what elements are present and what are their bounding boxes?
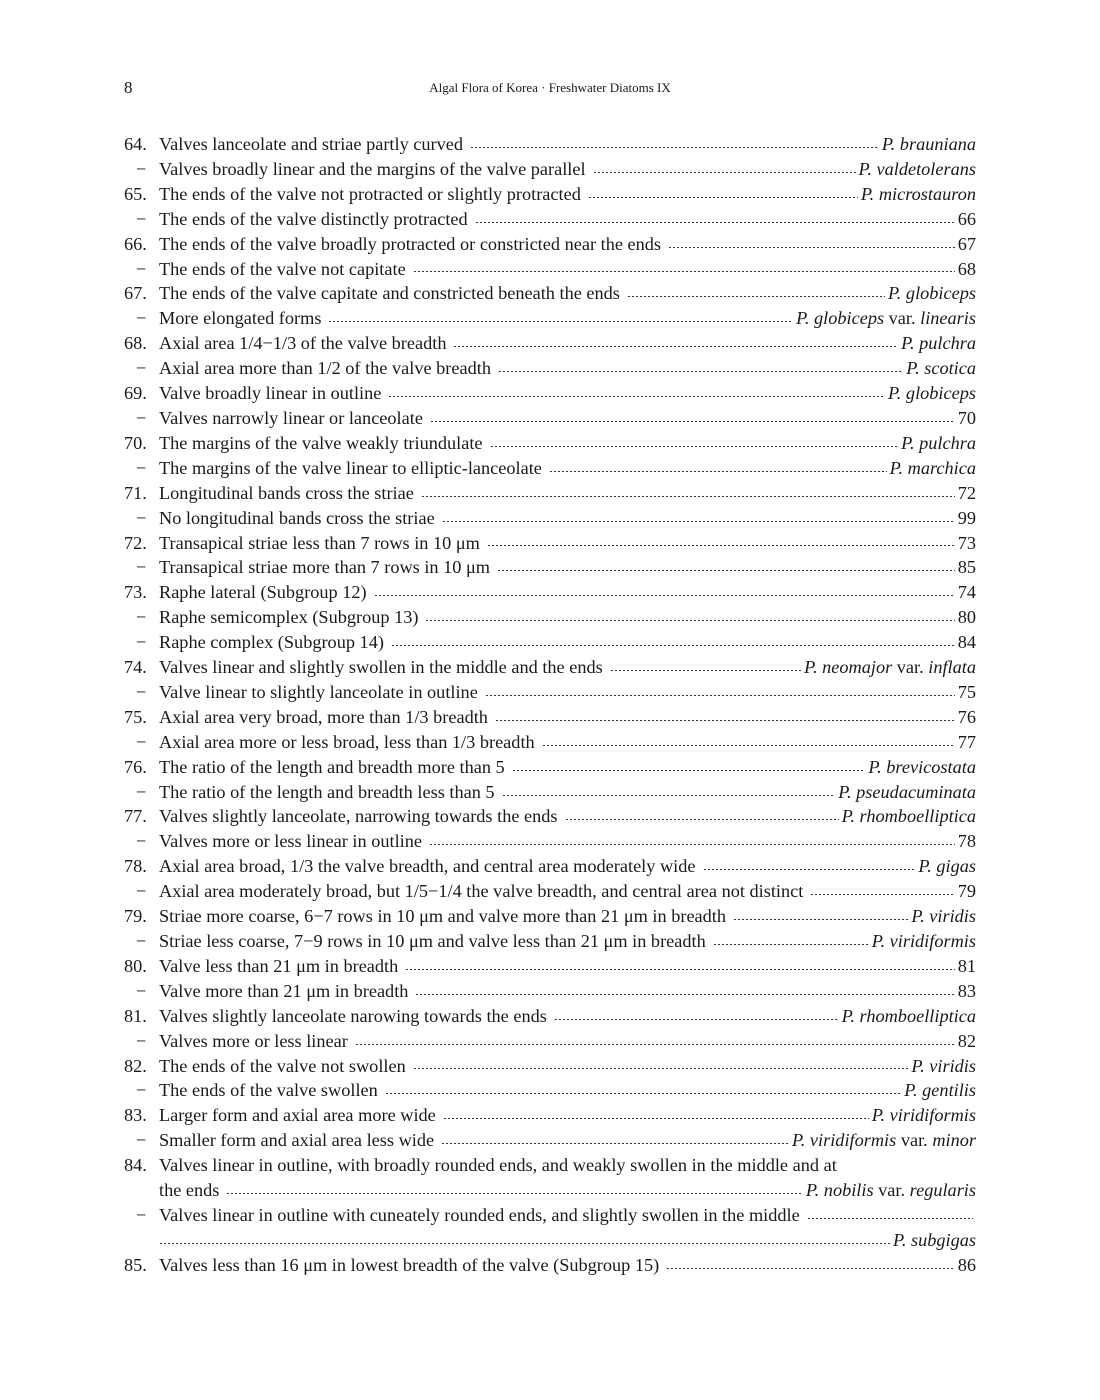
dot-leader <box>385 1093 901 1094</box>
key-entry <box>124 954 976 979</box>
result-taxon: 81 <box>957 955 976 976</box>
entry-result <box>958 406 976 431</box>
entry-description: The ends of the valve not protracted or slightly protracted <box>159 183 581 204</box>
entry-description: Valves slightly lanceolate, narrowing towards the ends <box>159 806 558 827</box>
key-entry <box>124 232 976 257</box>
entry-description: Axial area broad, 1/3 the valve breadth, and central area moderately wide <box>159 856 696 877</box>
result-taxon: P. valdetolerans <box>858 158 976 179</box>
entry-result <box>958 829 976 854</box>
entry-description: Axial area very broad, more than 1/3 breadth <box>159 706 488 727</box>
key-entry <box>124 755 976 780</box>
entry-number: 77. <box>124 806 147 827</box>
entry-description: Axial area more than 1/2 of the valve breadth <box>159 358 491 379</box>
entry-number: 85. <box>124 1254 147 1275</box>
key-entry <box>124 705 976 730</box>
result-taxon: P. rhomboelliptica <box>841 1005 976 1026</box>
entry-number: 66. <box>124 233 147 254</box>
entry-description: The ends of the valve distinctly protracted <box>159 208 468 229</box>
key-entry <box>124 780 976 805</box>
entry-result <box>842 804 976 829</box>
result-taxon: P. viridis <box>911 906 976 927</box>
result-taxon: P. nobilis <box>805 1180 874 1201</box>
result-rank: var. <box>884 308 921 329</box>
entry-description: Axial area more or less broad, less than 1/3 breadth <box>159 731 535 752</box>
key-entry <box>124 1153 976 1203</box>
result-taxon: 82 <box>957 1030 976 1051</box>
entry-number: 76. <box>124 756 147 777</box>
result-taxon: 78 <box>957 831 976 852</box>
dot-leader <box>413 1068 909 1069</box>
key-entry <box>124 879 976 904</box>
entry-result <box>890 456 976 481</box>
entry-description: The ends of the valve broadly protracted or constricted near the ends <box>159 233 662 254</box>
result-taxon: 68 <box>957 258 976 279</box>
entry-number: − <box>136 831 147 852</box>
key-entry <box>124 281 976 306</box>
entry-number: − <box>136 258 147 279</box>
result-taxon: P. pseudacuminata <box>838 781 976 802</box>
entry-result <box>958 232 976 257</box>
dot-leader <box>475 222 955 223</box>
entry-description: Valves linear and slightly swollen in the middle and the ends <box>159 657 603 678</box>
key-entry <box>124 1253 976 1278</box>
entry-result <box>861 182 976 207</box>
dot-leader <box>610 670 801 671</box>
entry-description: Valves slightly lanceolate narowing towards the ends <box>159 1005 547 1026</box>
result-rank: var. <box>892 657 929 678</box>
dot-leader <box>593 172 856 173</box>
result-taxon: P. brevicostata <box>868 756 976 777</box>
entry-result: 86 <box>957 1254 976 1275</box>
entry-number: − <box>136 1204 147 1225</box>
entry-result <box>868 755 976 780</box>
key-entry <box>124 1004 976 1029</box>
entry-number: 83. <box>124 1105 147 1126</box>
dot-leader <box>807 1218 973 1219</box>
dot-leader <box>512 770 866 771</box>
entry-result <box>904 1078 976 1103</box>
key-entry <box>124 1203 976 1253</box>
dot-leader <box>703 869 916 870</box>
entry-result <box>859 157 976 182</box>
entry-description: Transapical striae more than 7 rows in 10 μm <box>159 557 491 578</box>
entry-description: The margins of the valve weakly triundulate <box>159 432 483 453</box>
result-taxon: 66 <box>957 208 976 229</box>
entry-description: The margins of the valve linear to elliptic-lanceolate <box>159 457 542 478</box>
entry-number: 67. <box>124 283 147 304</box>
entry-description: Valves narrowly linear or lanceolate <box>159 407 423 428</box>
entry-number: − <box>136 308 147 329</box>
dot-leader <box>666 1268 954 1269</box>
result-taxon: P. viridiformis <box>791 1130 897 1151</box>
entry-number: 68. <box>124 333 147 354</box>
dot-leader <box>668 247 955 248</box>
dot-leader <box>498 371 903 372</box>
entry-number: 64. <box>124 134 147 154</box>
key-entry <box>124 182 976 207</box>
key-entry <box>124 306 976 331</box>
entry-result <box>906 356 976 381</box>
dot-leader <box>226 1193 802 1194</box>
result-taxon: P. pulchra <box>901 432 976 453</box>
dot-leader <box>588 197 858 198</box>
key-entry <box>124 730 976 755</box>
entry-result <box>958 680 976 705</box>
dot-leader <box>388 396 885 397</box>
dot-leader <box>497 570 955 571</box>
result-variety: inflata <box>928 657 976 678</box>
dot-leader <box>328 321 793 322</box>
entry-description: The ends of the valve not capitate <box>159 258 406 279</box>
entry-result <box>958 555 976 580</box>
result-taxon: P. viridiformis <box>871 1105 976 1126</box>
entry-number: 72. <box>124 532 147 553</box>
key-entry <box>124 829 976 854</box>
dot-leader <box>374 595 955 596</box>
entry-number: − <box>136 881 147 902</box>
entry-result <box>806 1178 976 1203</box>
result-rank: var. <box>873 1180 910 1201</box>
entry-result: P. subgigas <box>893 1229 976 1250</box>
entry-description-continued: the ends <box>159 1180 220 1201</box>
key-entry <box>124 1078 976 1103</box>
entry-description: Valve linear to slightly lanceolate in outline <box>159 681 478 702</box>
dot-leader <box>415 994 954 995</box>
dot-leader <box>733 919 908 920</box>
dot-leader <box>453 346 898 347</box>
result-taxon: P. brauniana <box>881 134 976 154</box>
dot-leader <box>443 1118 869 1119</box>
entry-description: The ratio of the length and breadth less than 5 <box>159 781 495 802</box>
entry-description: The ends of the valve not swollen <box>159 1055 406 1076</box>
entry-result <box>888 281 976 306</box>
entry-result <box>958 257 976 282</box>
result-taxon: P. rhomboelliptica <box>841 806 976 827</box>
entry-description: Valve more than 21 μm in breadth <box>159 980 409 1001</box>
entry-number: − <box>136 781 147 802</box>
entry-number: − <box>136 557 147 578</box>
dot-leader <box>391 645 955 646</box>
entry-description: Valves broadly linear and the margins of the valve parallel <box>159 158 586 179</box>
key-entry <box>124 680 976 705</box>
entry-number: 65. <box>124 183 147 204</box>
result-taxon: 74 <box>957 582 976 603</box>
entry-number: 74. <box>124 657 147 678</box>
dot-leader <box>487 545 955 546</box>
result-taxon: 85 <box>957 557 976 578</box>
dot-leader <box>502 795 836 796</box>
entry-number: 73. <box>124 582 147 603</box>
entry-result <box>958 1029 976 1054</box>
key-entry <box>124 1103 976 1128</box>
entry-number: − <box>136 208 147 229</box>
entry-result <box>958 481 976 506</box>
entry-number: − <box>136 731 147 752</box>
entry-result <box>804 655 976 680</box>
entry-description: Valves lanceolate and striae partly curved <box>159 134 464 154</box>
entry-number: − <box>136 1130 147 1151</box>
page-number: 8 <box>124 78 133 97</box>
entry-result <box>958 605 976 630</box>
result-taxon: P. globiceps <box>796 308 885 329</box>
entry-result <box>888 381 976 406</box>
dot-leader <box>554 1019 839 1020</box>
entry-description: The ends of the valve capitate and constricted beneath the ends <box>159 283 620 304</box>
entry-result <box>958 879 976 904</box>
entry-number: − <box>136 681 147 702</box>
dot-leader <box>441 1143 789 1144</box>
dot-leader <box>810 894 954 895</box>
entry-number: 69. <box>124 383 147 404</box>
result-taxon: P. globiceps <box>887 283 976 304</box>
result-taxon: 80 <box>957 607 976 628</box>
result-taxon: P. microstauron <box>860 183 976 204</box>
key-entry <box>124 406 976 431</box>
dot-leader <box>159 1243 890 1244</box>
result-variety: minor <box>932 1130 976 1151</box>
result-taxon: 99 <box>957 507 976 528</box>
result-taxon: 84 <box>957 632 976 653</box>
result-taxon: 73 <box>957 532 976 553</box>
key-entry <box>124 1128 976 1153</box>
entry-description: Axial area 1/4−1/3 of the valve breadth <box>159 333 447 354</box>
entry-result <box>958 705 976 730</box>
result-taxon: P. viridis <box>911 1055 976 1076</box>
entry-number: 80. <box>124 955 147 976</box>
key-entry <box>124 555 976 580</box>
key-entry <box>124 804 976 829</box>
key-entry <box>124 381 976 406</box>
entry-description: Valves linear in outline with cuneately rounded ends, and slightly swollen in the middle <box>159 1204 800 1225</box>
result-taxon: 77 <box>957 731 976 752</box>
dot-leader <box>542 745 955 746</box>
key-entry <box>124 531 976 556</box>
entry-number: 70. <box>124 432 147 453</box>
key-entry <box>124 456 976 481</box>
entry-result <box>918 854 976 879</box>
entry-description: The ratio of the length and breadth more than 5 <box>159 756 505 777</box>
entry-number: − <box>136 980 147 1001</box>
result-variety: linearis <box>920 308 976 329</box>
result-taxon: 72 <box>957 482 976 503</box>
dot-leader <box>429 844 955 845</box>
entry-description: Striae less coarse, 7−9 rows in 10 μm and valve less than 21 μm in breadth <box>159 931 706 951</box>
result-taxon: P. gentilis <box>904 1080 976 1101</box>
dot-leader <box>421 496 955 497</box>
entry-description: Raphe semicomplex (Subgroup 13) <box>159 607 419 628</box>
dot-leader <box>627 296 885 297</box>
entry-description: More elongated forms <box>159 308 322 329</box>
entry-result <box>911 1054 976 1079</box>
running-title: Algal Flora of Korea · Freshwater Diatoms IX <box>429 80 671 95</box>
key-entry <box>124 331 976 356</box>
key-entry <box>124 157 976 182</box>
dot-leader <box>442 521 955 522</box>
entry-number: 75. <box>124 706 147 727</box>
result-taxon: P. scotica <box>906 358 976 379</box>
key-entry <box>124 854 976 879</box>
entry-number: 78. <box>124 856 147 877</box>
entry-result <box>901 331 976 356</box>
key-entry <box>124 904 976 929</box>
key-entry <box>124 506 976 531</box>
dot-leader <box>490 446 899 447</box>
result-taxon: P. globiceps <box>887 383 976 404</box>
key-entry <box>124 929 976 954</box>
entry-result <box>842 1004 976 1029</box>
result-taxon: P. gigas <box>918 856 976 877</box>
result-taxon: 76 <box>957 706 976 727</box>
key-entry <box>124 481 976 506</box>
key-entry <box>124 1054 976 1079</box>
entry-description: Valves more or less linear <box>159 1030 348 1051</box>
result-taxon: P. pulchra <box>901 333 976 354</box>
entry-result <box>882 132 976 157</box>
entry-number: 71. <box>124 482 147 503</box>
key-entry <box>124 655 976 680</box>
entry-result <box>911 904 976 929</box>
entry-description: Valve less than 21 μm in breadth <box>159 955 399 976</box>
entry-number: − <box>136 607 147 628</box>
entry-description: Striae more coarse, 6−7 rows in 10 μm and valve more than 21 μm in breadth <box>159 906 727 927</box>
entry-number: − <box>136 931 147 951</box>
page-header <box>124 78 976 100</box>
entry-result <box>958 730 976 755</box>
dot-leader <box>565 819 839 820</box>
entry-result <box>792 1128 976 1153</box>
result-taxon: 79 <box>957 881 976 902</box>
result-taxon: 70 <box>957 407 976 428</box>
key-entry <box>124 979 976 1004</box>
entry-description: Longitudinal bands cross the striae <box>159 482 414 503</box>
entry-description: Raphe lateral (Subgroup 12) <box>159 582 367 603</box>
entry-number: − <box>136 158 147 179</box>
entry-number: 82. <box>124 1055 147 1076</box>
dot-leader <box>713 944 869 945</box>
entry-result <box>958 531 976 556</box>
key-entry <box>124 257 976 282</box>
entry-result <box>958 954 976 979</box>
entry-result <box>838 780 976 805</box>
entry-number: − <box>136 358 147 379</box>
entry-number: − <box>136 632 147 653</box>
entry-number: 84. <box>124 1155 147 1176</box>
entry-result <box>901 431 976 456</box>
entry-number: − <box>136 407 147 428</box>
entry-description: Valves more or less linear in outline <box>159 831 422 852</box>
entry-description: No longitudinal bands cross the striae <box>159 507 435 528</box>
entry-result <box>958 979 976 1004</box>
entry-result <box>958 630 976 655</box>
entry-description: Transapical striae less than 7 rows in 10 μm <box>159 532 480 553</box>
entry-description: The ends of the valve swollen <box>159 1080 378 1101</box>
dot-leader <box>405 969 954 970</box>
dot-leader <box>470 147 879 148</box>
entry-description: Valves linear in outline, with broadly rounded ends, and weakly swollen in the middle and at <box>159 1155 837 1176</box>
dot-leader <box>425 620 954 621</box>
entry-description: Axial area moderately broad, but 1/5−1/4 the valve breadth, and central area not distinct <box>159 881 804 902</box>
dot-leader <box>485 695 955 696</box>
entry-number: − <box>136 1030 147 1051</box>
entry-number: − <box>136 507 147 528</box>
dot-leader <box>413 271 955 272</box>
key-entry <box>124 356 976 381</box>
key-entry <box>124 1029 976 1054</box>
entry-description: Smaller form and axial area less wide <box>159 1130 435 1151</box>
result-taxon: P. neomajor <box>804 657 893 678</box>
entry-description: Larger form and axial area more wide <box>159 1105 436 1126</box>
dot-leader <box>549 471 887 472</box>
entry-description: Raphe complex (Subgroup 14) <box>159 632 384 653</box>
result-taxon: 67 <box>957 233 976 254</box>
key-entry <box>124 605 976 630</box>
entry-number: 79. <box>124 906 147 927</box>
key-entry <box>124 431 976 456</box>
entry-result <box>872 1103 976 1128</box>
result-rank: var. <box>896 1130 933 1151</box>
key-entry <box>124 207 976 232</box>
result-taxon: P. marchica <box>889 457 976 478</box>
entry-description: Valves less than 16 μm in lowest breadth of the valve (Subgroup 15) <box>159 1254 660 1275</box>
result-taxon: P. viridiformis <box>871 931 976 951</box>
key-entry <box>124 132 976 157</box>
entry-result <box>958 207 976 232</box>
result-variety: regularis <box>909 1180 976 1201</box>
key-entry <box>124 580 976 605</box>
entry-number: − <box>136 457 147 478</box>
entry-description: Valve broadly linear in outline <box>159 383 382 404</box>
entry-number: 81. <box>124 1005 147 1026</box>
identification-key <box>124 132 976 1278</box>
dot-leader <box>495 720 955 721</box>
result-taxon: 75 <box>957 681 976 702</box>
key-entry <box>124 630 976 655</box>
result-taxon: 83 <box>957 980 976 1001</box>
entry-result <box>958 506 976 531</box>
entry-number: − <box>136 1080 147 1101</box>
entry-result <box>872 929 976 954</box>
entry-result <box>796 306 976 331</box>
entry-result <box>958 580 976 605</box>
dot-leader <box>430 421 955 422</box>
dot-leader <box>355 1044 955 1045</box>
